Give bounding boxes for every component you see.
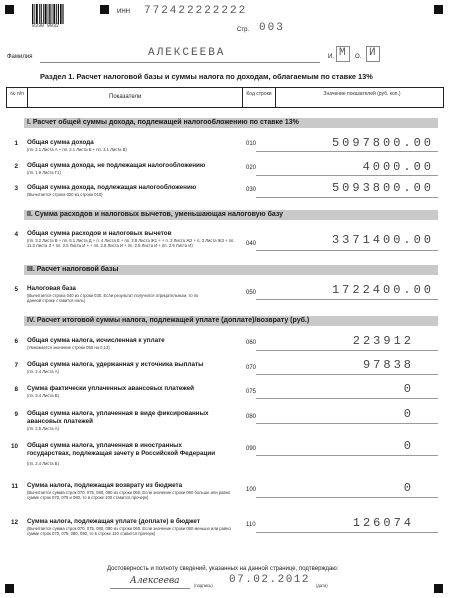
surname-line: [40, 62, 320, 63]
row-note: (пп. 1.9 Листа Г1): [27, 170, 61, 175]
signature-line: [110, 588, 190, 589]
surname-value: АЛЕКСЕЕВА: [148, 47, 226, 59]
header-code: Код строки: [246, 91, 272, 97]
row-number: 2: [14, 163, 18, 170]
corner-marker-top-left: [5, 5, 14, 14]
row-title: Общая сумма налога, исчисленная к уплате: [27, 337, 165, 344]
row-number: 9: [14, 411, 18, 418]
row-value: 0: [403, 382, 414, 396]
row-value: 3371400.00: [331, 233, 434, 247]
row-note: (Умножается значение строки 050 на 0,13): [27, 345, 110, 350]
date-value: 07.02.2012: [229, 574, 311, 586]
row-number: 12: [10, 519, 18, 526]
row-note: (пп. 3.4 Листа В): [27, 393, 59, 398]
name-value: М: [339, 47, 348, 59]
patronymic-label: О.: [355, 54, 362, 60]
row-value: 5097800.00: [331, 136, 434, 150]
row-code: 110: [246, 522, 256, 528]
row-title: Общая сумма налога, уплаченная в виде фиксированных авансовых платежей: [27, 410, 209, 425]
barcode-number: 0330 9032: [32, 23, 60, 29]
row-code: 090: [246, 446, 257, 452]
row-code: 040: [246, 241, 257, 247]
row-value: 0: [403, 407, 414, 421]
section-header-4: IV. Расчет итоговой суммы налога, подлежащей уплате (доплате)/возврату (руб.): [24, 316, 438, 326]
confirmation-text: Достоверность и полноту сведений, указанных на данной странице, подтверждаю:: [107, 566, 339, 572]
row-code: 060: [246, 340, 257, 346]
row-title: Общая сумма дохода: [27, 139, 94, 146]
row-code: 075: [246, 389, 257, 395]
signature-label: (подпись): [194, 583, 213, 588]
row-title: Общая сумма дохода, не подлежащая налогообложению: [27, 162, 206, 169]
row-note: (Вычитается строка 040 из строки 030. Если результат получился отрицательным, то по данной строке ставится ноль): [27, 293, 199, 303]
row-note: (Вычитается сумма строк 070, 075, 080, 090 из строки 060. Если значение строки 060 меньше или равно сумме строк 070, 075, 080, 090, то в строке 110 ставится прочерк): [27, 526, 231, 536]
row-code: 070: [246, 365, 257, 371]
patronymic-value: И: [369, 47, 378, 59]
row-value: 97838: [362, 358, 414, 372]
row-number: 10: [10, 443, 18, 450]
row-title: Сумма налога, подлежащая уплате (доплате) в бюджет: [27, 518, 200, 525]
row-value: 0: [403, 439, 414, 453]
row-number: 7: [14, 362, 18, 369]
row-value: 0: [403, 481, 414, 495]
row-title: Общая сумма расходов и налоговых вычетов: [27, 230, 172, 237]
header-indicators: Показатели: [109, 94, 142, 100]
row-number: 4: [14, 231, 18, 238]
row-value: 5093800.00: [331, 181, 434, 195]
row-number: 5: [14, 286, 18, 293]
header-value: Значение показателей (руб. коп.): [323, 91, 401, 97]
corner-marker-bottom-left: [5, 584, 14, 593]
barcode: [32, 4, 64, 29]
row-title: Общая сумма налога, уплаченная в иностранных государствах, подлежащая зачету в Российской Федерации: [27, 442, 216, 457]
page-label: Стр.: [237, 27, 250, 33]
row-note: (пп. 3.2 Листа В + пп. 6.1 Листа Д + п. 4 Листа Е + пп. 2.8 Листа Ж1 + + п. 3 Листа Ж2 + п. 3 Листа Ж3 + пп. 11.3 Листа З + пп. 2.5 Листа И + + пп. 2.6 Листа И + пп. 2.8 Листа И + пп. 2.9 Листа И): [27, 238, 235, 248]
row-code: 100: [246, 487, 257, 493]
row-code: 010: [246, 141, 257, 147]
corner-marker-bottom-right: [434, 584, 443, 593]
table-header: [6, 87, 444, 108]
row-note: (пп. 2.4 Листа Б): [27, 461, 59, 466]
inn-label: ИНН: [117, 9, 130, 15]
row-code: 080: [246, 414, 257, 420]
signature: Алексеева: [130, 576, 180, 586]
inn-value: 772422222222: [144, 5, 248, 17]
row-value: 126074: [352, 516, 414, 530]
date-label: (дата): [316, 583, 328, 588]
row-note: (пп. 2.4 Листа А): [27, 369, 59, 374]
section-header-2: II. Сумма расходов и налоговых вычетов, уменьшающая налоговую базу: [24, 210, 438, 220]
row-note: (пп. 2.1 Листа А + пп. 2.1 Листа Б + пп. 3.1 Листа В): [27, 147, 127, 152]
section-title: Раздел 1. Расчет налоговой базы и суммы налога по доходам, облагаемым по ставке 13%: [40, 72, 373, 81]
row-number: 3: [14, 185, 18, 192]
header-num: № п/п: [10, 91, 24, 97]
name-label: И.: [328, 54, 334, 60]
row-title: Сумма фактически уплаченных авансовых платежей: [27, 385, 194, 392]
surname-label: Фамилия: [7, 54, 33, 60]
row-code: 030: [246, 187, 257, 193]
row-number: 11: [11, 483, 18, 490]
row-note: (Вычитается сумма строк 070, 075, 080, 090 из строки 060. Если значение строки 060 больше или равно сумме строк 070, 075 и 080, то в строке 100 ставится прочерк): [27, 490, 231, 500]
row-title: Сумма налога, подлежащая возврату из бюджета: [27, 482, 183, 489]
row-title: Общая сумма дохода, подлежащая налогообложению: [27, 184, 197, 191]
corner-marker-top-right: [434, 5, 443, 14]
row-number: 8: [14, 386, 18, 393]
section-header-1: I. Расчет общей суммы дохода, подлежащей налогообложению по ставке 13%: [24, 118, 438, 128]
row-number: 6: [14, 338, 18, 345]
row-value: 223912: [352, 334, 414, 348]
page-value: 003: [259, 22, 285, 34]
section-header-3: III. Расчет налоговой базы: [24, 265, 438, 275]
row-title: Налоговая база: [27, 285, 76, 292]
barcode-graphic: [32, 4, 64, 24]
row-note: (пп. 2.5 Листа А): [27, 426, 59, 431]
row-value: 1722400.00: [331, 283, 434, 297]
corner-marker-top-mid: [100, 5, 109, 14]
row-title: Общая сумма налога, удержанная у источника выплаты: [27, 361, 204, 368]
row-value: 4000.00: [362, 160, 434, 174]
row-code: 020: [246, 165, 257, 171]
row-code: 050: [246, 290, 257, 296]
row-note: (Вычитается строка 020 из строки 010): [27, 192, 103, 197]
row-number: 1: [14, 140, 18, 147]
